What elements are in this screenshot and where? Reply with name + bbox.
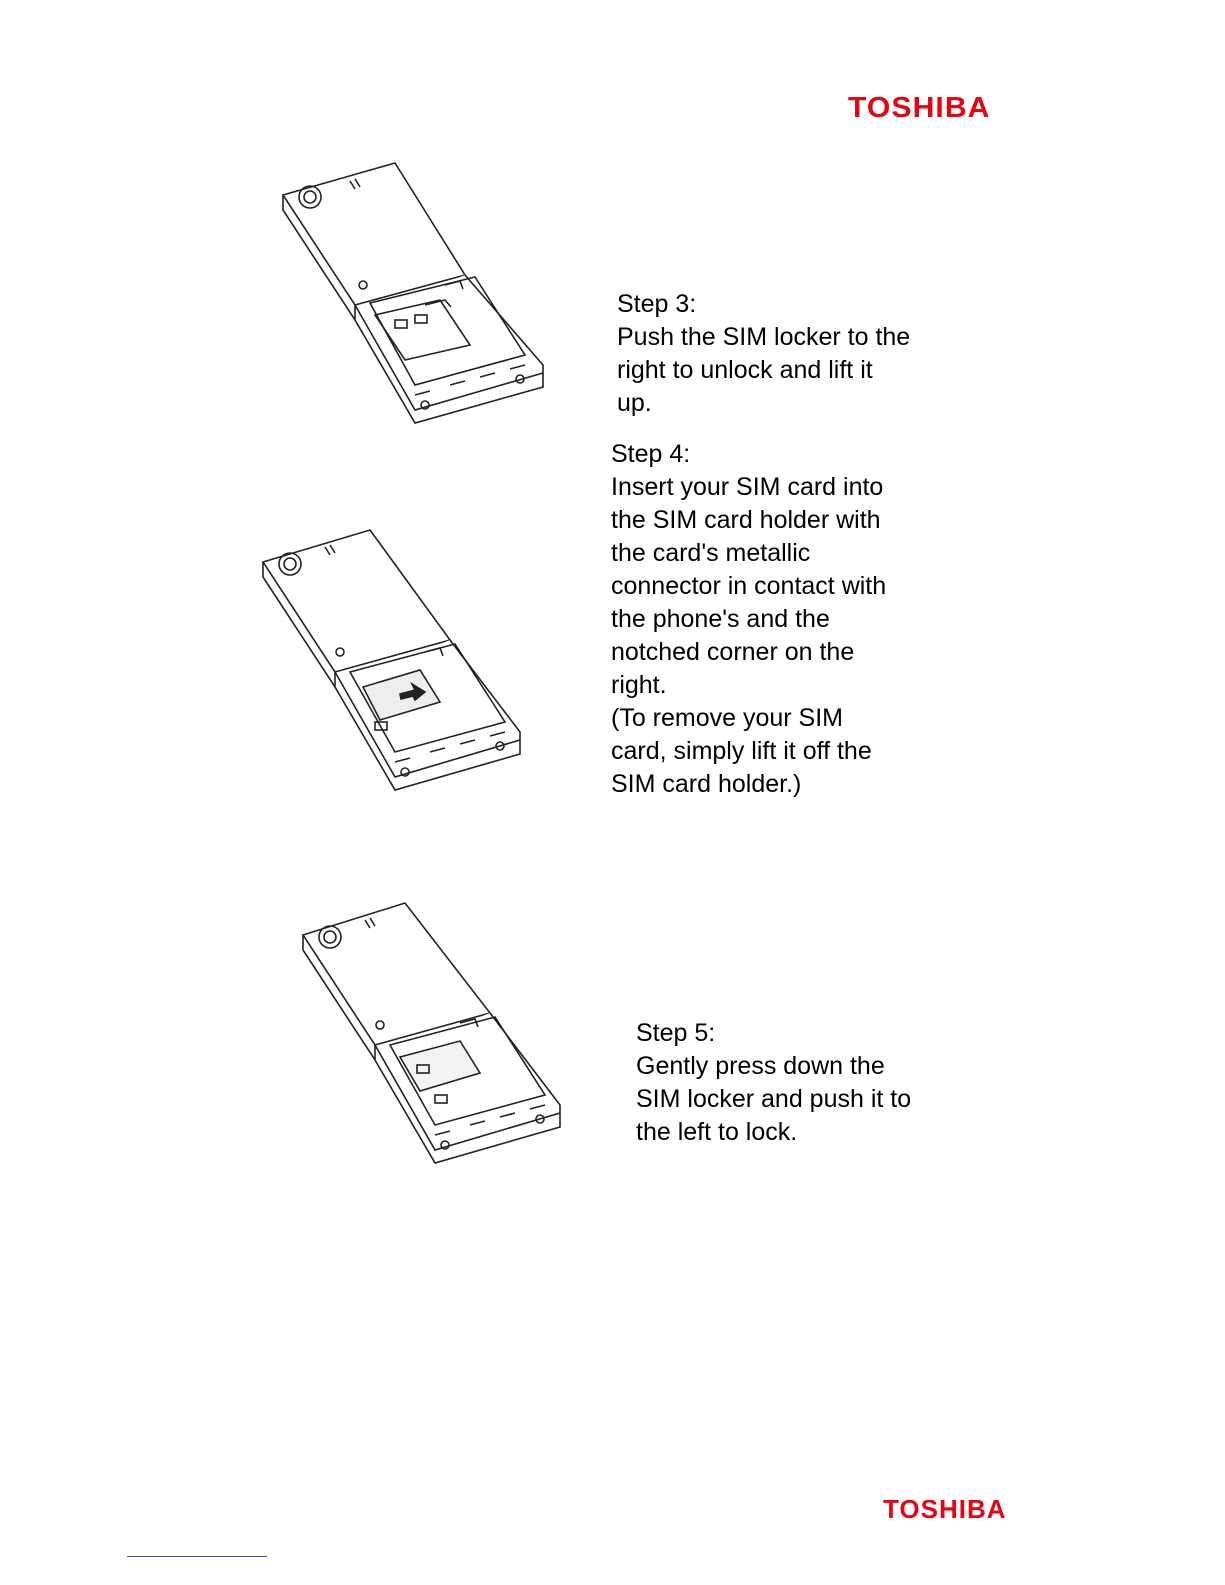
step-4-line: the phone's and the	[611, 605, 830, 633]
toshiba-logo-top: TOSHIBA	[848, 92, 991, 124]
step-5-instruction	[636, 1017, 911, 1149]
step-4-line: Insert your SIM card into	[611, 473, 884, 501]
step-4-line: card, simply lift it off the	[611, 737, 872, 765]
footer-rule	[127, 1556, 267, 1557]
toshiba-logo-bottom: TOSHIBA	[883, 1494, 1007, 1524]
step-3-line: right to unlock and lift it	[617, 356, 873, 384]
step-4-line: notched corner on the	[611, 638, 855, 666]
step-4-line: (To remove your SIM	[611, 704, 844, 732]
step-4-line: SIM card holder.)	[611, 770, 802, 798]
step-3-instruction	[617, 288, 910, 420]
phone-insert-sim-card-illustration	[255, 522, 525, 792]
step-4-instruction	[611, 438, 886, 801]
step-5-line: SIM locker and push it to	[636, 1085, 912, 1113]
step-4-line: the SIM card holder with	[611, 506, 881, 534]
step-4-line: right.	[611, 671, 667, 699]
step-5-line: Gently press down the	[636, 1052, 885, 1080]
step-3-line: up.	[617, 389, 652, 417]
step-3-line: Push the SIM locker to the	[617, 323, 911, 351]
step-4-title: Step 4:	[611, 440, 691, 468]
phone-lock-sim-locker-illustration	[295, 895, 565, 1165]
step-4-line: connector in contact with	[611, 572, 887, 600]
phone-open-sim-locker-illustration	[275, 155, 550, 425]
step-4-line: the card's metallic	[611, 539, 811, 567]
step-3-title: Step 3:	[617, 290, 697, 318]
step-5-title: Step 5:	[636, 1019, 716, 1047]
step-5-line: the left to lock.	[636, 1118, 798, 1146]
